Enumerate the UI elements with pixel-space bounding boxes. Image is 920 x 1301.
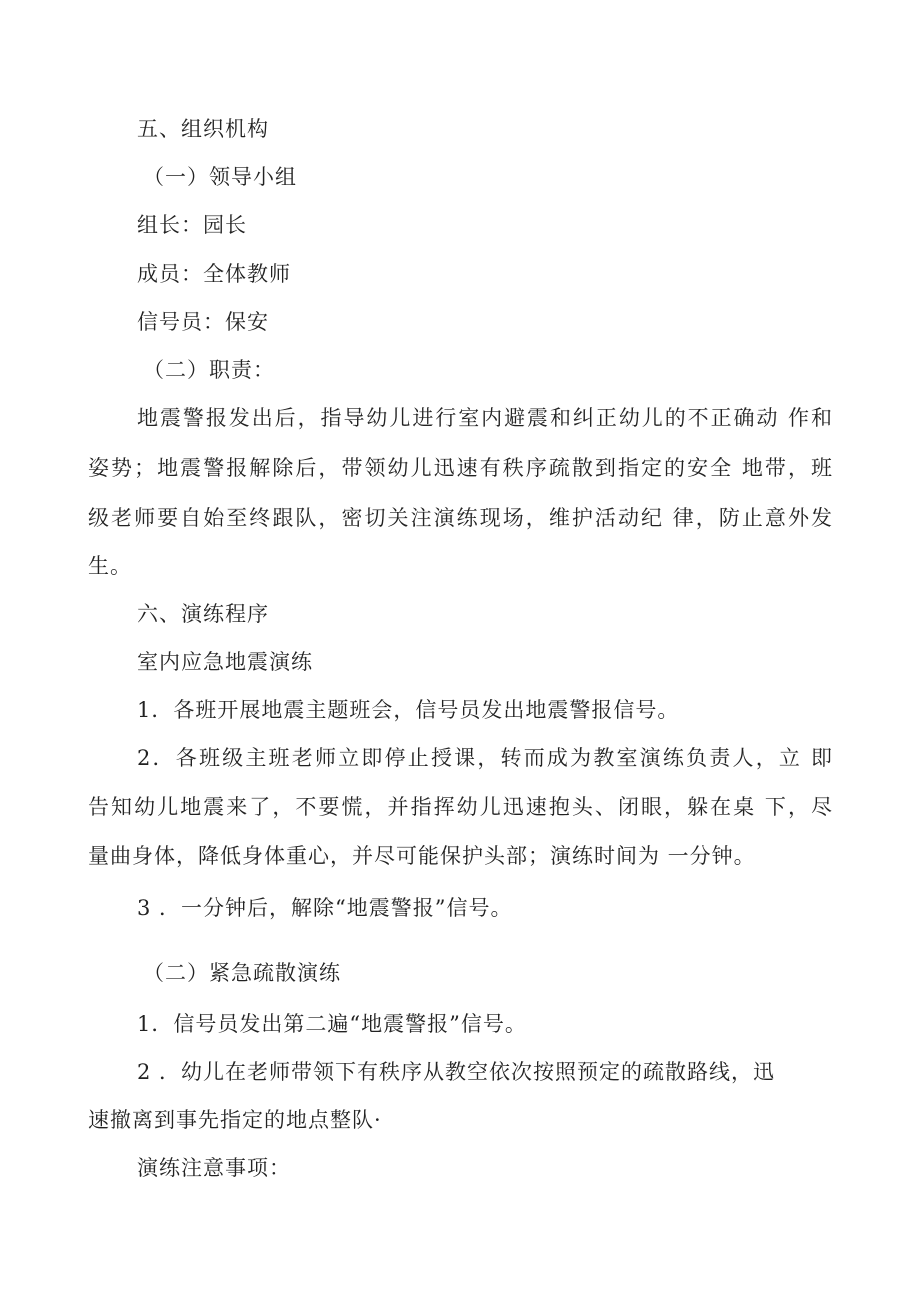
duties-paragraph-line-1: 地震警报发出后，指导幼儿进行室内避震和纠正幼儿的不正确动 作和 — [137, 406, 832, 430]
evacuation-step-2-line-1: 2 ．幼儿在老师带领下有秩序从教空依次按照预定的疏散路线，迅 — [137, 1060, 776, 1084]
evacuation-step-2-line-2: 速撤离到事先指定的地点整队· — [88, 1108, 382, 1132]
section-heading-drill-procedure: 六、演练程序 — [137, 602, 269, 626]
indoor-drill-title: 室内应急地震演练 — [137, 650, 313, 674]
duties-paragraph-line-2: 姿势；地震警报解除后，带领幼儿迅速有秩序疏散到指定的安全 地带，班 — [88, 456, 832, 480]
subheading-leadership-group: （一）领导小组 — [143, 165, 297, 189]
leader-line: 组长：园长 — [137, 213, 247, 237]
duties-paragraph-line-3: 级老师要自始至终跟队，密切关注演练现场，维护活动纪 律，防止意外发 — [88, 506, 832, 530]
subheading-duties: （二）职责： — [143, 358, 275, 382]
duties-paragraph-line-4: 生。 — [88, 554, 132, 578]
indoor-step-1: 1．各班开展地震主题班会，信号员发出地震警报信号。 — [137, 698, 680, 722]
indoor-step-2-line-3: 量曲身体，降低身体重心，并尽可能保护头部；演练时间为 一分钟。 — [88, 844, 756, 868]
indoor-step-3: 3 ．一分钟后，解除“地震警报”信号。 — [137, 896, 513, 920]
members-line: 成员：全体教师 — [137, 262, 291, 286]
evacuation-drill-title: （二）紧急疏散演练 — [143, 961, 341, 985]
evacuation-step-1: 1．信号员发出第二遍“地震警报”信号。 — [137, 1012, 527, 1036]
signaler-line: 信号员：保安 — [137, 310, 269, 334]
indoor-step-2-line-1: 2．各班级主班老师立即停止授课，转而成为教室演练负责人，立 即 — [137, 746, 832, 770]
drill-notes-title: 演练注意事项： — [137, 1156, 291, 1180]
indoor-step-2-line-2: 告知幼儿地震来了，不要慌，并指挥幼儿迅速抱头、闭眼，躲在桌 下，尽 — [88, 795, 832, 819]
section-heading-organization: 五、组织机构 — [137, 117, 269, 141]
